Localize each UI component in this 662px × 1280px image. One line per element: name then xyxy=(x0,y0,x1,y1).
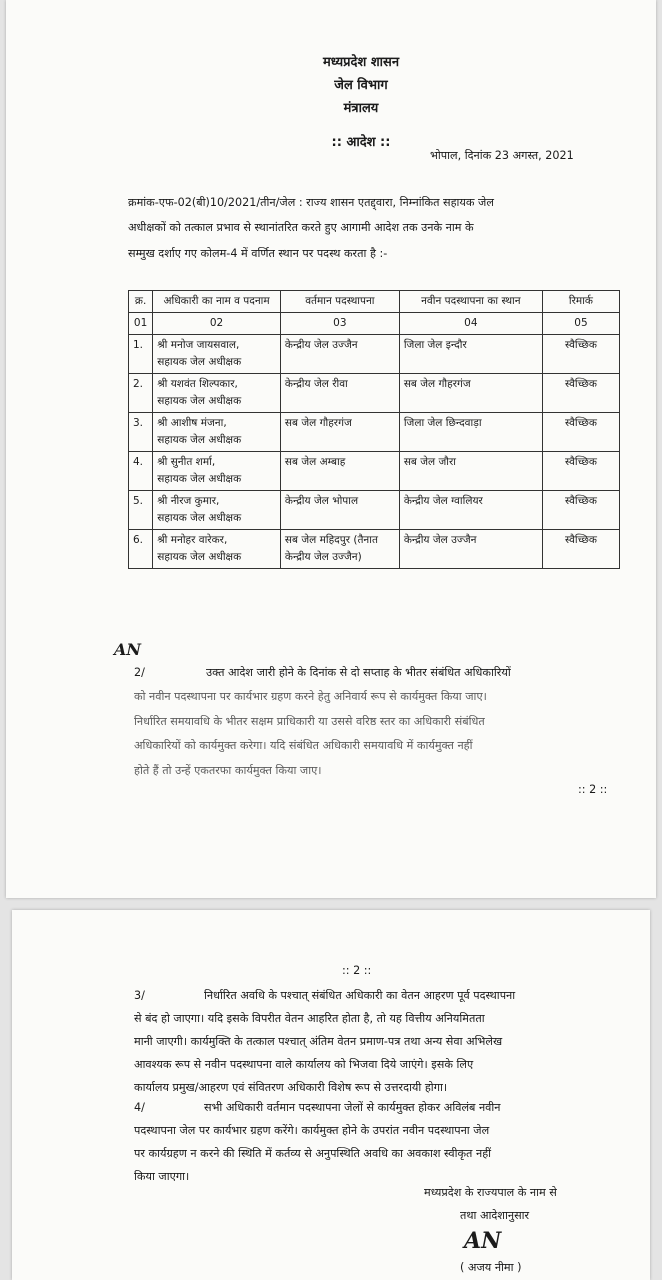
para2-line-4: अधिकारियों को कार्यमुक्त करेगा। यदि संबंधित अधिकारी समयावधि में कार्यमुक्त नहीं xyxy=(134,739,473,752)
table-row xyxy=(129,491,620,530)
para4-line-1: सभी अधिकारी वर्तमान पदस्थापना जेलों से कार्यमुक्त होकर अविलंब नवीन xyxy=(204,1101,501,1114)
row-officer xyxy=(153,452,281,491)
table-row xyxy=(129,413,620,452)
column-header-remark: रिमार्क xyxy=(542,291,619,313)
header-department: जेल विभाग xyxy=(334,78,388,93)
para2-line-3: निर्धारित समयावधि के भीतर सक्षम प्राधिकारी या उससे वरिष्ठ स्तर का अधिकारी संबंधित xyxy=(134,715,485,728)
para3-line-1: निर्धारित अवधि के पश्चात् संबंधित अधिकारी का वेतन आहरण पूर्व पदस्थापना xyxy=(204,989,516,1002)
officer-designation: सहायक जेल अधीक्षक xyxy=(157,473,242,485)
order-date: भोपाल, दिनांक 23 अगस्त, 2021 xyxy=(430,149,574,162)
row-serial: 6. xyxy=(129,530,153,569)
header-government: मध्यप्रदेश शासन xyxy=(322,55,400,70)
row-current-posting: केन्द्रीय जेल उज्जैन xyxy=(280,335,399,374)
reference-line-3: सम्मुख दर्शाए गए कोलम-4 में वर्णित स्थान पर पदस्थ करता है :- xyxy=(128,247,388,260)
row-officer xyxy=(153,413,281,452)
row-officer xyxy=(153,530,281,569)
row-remark: स्वैच्छिक xyxy=(542,413,619,452)
para4-line-4: किया जाएगा। xyxy=(134,1170,190,1183)
row-new-posting: केन्द्रीय जेल ग्वालियर xyxy=(399,491,542,530)
row-current-posting: सब जेल अम्बाह xyxy=(280,452,399,491)
table-row xyxy=(129,374,620,413)
row-remark: स्वैच्छिक xyxy=(542,530,619,569)
signatory-name: ( अजय नीमा ) xyxy=(460,1261,522,1274)
column-number: 04 xyxy=(399,313,542,335)
table-header-row xyxy=(129,291,620,313)
reference-line-2: अधीक्षकों को तत्काल प्रभाव से स्थानांतरित करते हुए आगामी आदेश तक उनके नाम के xyxy=(128,221,474,234)
row-current-posting: सब जेल महिदपुर (तैनात केन्द्रीय जेल उज्जैन) xyxy=(280,530,399,569)
row-new-posting: जिला जेल छिन्दवाड़ा xyxy=(399,413,542,452)
row-officer xyxy=(153,491,281,530)
row-new-posting: सब जेल जौरा xyxy=(399,452,542,491)
closing-line-1: मध्यप्रदेश के राज्यपाल के नाम से xyxy=(424,1186,557,1199)
row-officer xyxy=(153,335,281,374)
column-number: 01 xyxy=(129,313,153,335)
officer-designation: सहायक जेल अधीक्षक xyxy=(157,356,242,368)
officer-designation: सहायक जेल अधीक्षक xyxy=(157,395,242,407)
para3-line-4: आवश्यक रूप से नवीन पदस्थापना वाले कार्यालय को भिजवा दिये जाएंगे। इसके लिए xyxy=(134,1058,474,1071)
row-current-posting: केन्द्रीय जेल भोपाल xyxy=(280,491,399,530)
order-title: :: आदेश :: xyxy=(331,135,391,150)
transfer-table xyxy=(128,290,620,569)
para3-line-5: कार्यालय प्रमुख/आहरण एवं संवितरण अधिकारी विशेष रूप से उत्तरदायी होगा। xyxy=(134,1081,448,1094)
row-new-posting: जिला जेल इन्दौर xyxy=(399,335,542,374)
row-new-posting: सब जेल गौहरगंज xyxy=(399,374,542,413)
officer-name: श्री सुनीत शर्मा, xyxy=(157,456,216,468)
row-current-posting: केन्द्रीय जेल रीवा xyxy=(280,374,399,413)
officer-name: श्री मनोहर वारेकर, xyxy=(157,534,228,546)
para2-number: 2/ xyxy=(134,666,145,679)
para2-line-5: होते हैं तो उन्हें एकतरफा कार्यमुक्त किया जाए। xyxy=(134,764,322,777)
page-number-marker: :: 2 :: xyxy=(342,964,372,977)
row-remark: स्वैच्छिक xyxy=(542,452,619,491)
column-header-current: वर्तमान पदस्थापना xyxy=(280,291,399,313)
row-serial: 1. xyxy=(129,335,153,374)
para2-line-1: उक्त आदेश जारी होने के दिनांक से दो सप्ताह के भीतर संबंधित अधिकारियों xyxy=(206,666,511,679)
officer-designation: सहायक जेल अधीक्षक xyxy=(157,512,242,524)
para4-number: 4/ xyxy=(134,1101,145,1114)
handwritten-signature: AN xyxy=(464,1228,502,1254)
para4-line-3: पर कार्यग्रहण न करने की स्थिति में कर्तव्य से अनुपस्थिति अवधि का अवकाश स्वीकृत नहीं xyxy=(134,1147,492,1160)
para2-line-2: को नवीन पदस्थापना पर कार्यभार ग्रहण करने हेतु अनिवार्य रूप से कार्यमुक्त किया जाए। xyxy=(134,690,487,703)
row-remark: स्वैच्छिक xyxy=(542,335,619,374)
column-number: 02 xyxy=(153,313,281,335)
table-row xyxy=(129,335,620,374)
row-serial: 2. xyxy=(129,374,153,413)
para3-number: 3/ xyxy=(134,989,145,1002)
officer-name: श्री आशीष मंजना, xyxy=(157,417,227,429)
officer-name: श्री यशवंत शिल्पकार, xyxy=(157,378,238,390)
page-continuation-marker: :: 2 :: xyxy=(578,783,608,796)
column-number: 03 xyxy=(280,313,399,335)
para3-line-3: मानी जाएगी। कार्यमुक्ति के तत्काल पश्चात् अंतिम वेतन प्रमाण-पत्र तथा अन्य सेवा अभिलेख xyxy=(134,1035,503,1048)
initials-mark: AN xyxy=(114,640,142,659)
row-serial: 5. xyxy=(129,491,153,530)
document-page-1 xyxy=(6,0,656,898)
column-header-name: अधिकारी का नाम व पदनाम xyxy=(153,291,281,313)
header-ministry: मंत्रालय xyxy=(343,101,379,116)
row-new-posting: केन्द्रीय जेल उज्जैन xyxy=(399,530,542,569)
officer-name: श्री नीरज कुमार, xyxy=(157,495,220,507)
table-row xyxy=(129,452,620,491)
row-remark: स्वैच्छिक xyxy=(542,491,619,530)
closing-line-2: तथा आदेशानुसार xyxy=(460,1209,530,1222)
column-header-sr: क्र. xyxy=(129,291,153,313)
para3-line-2: से बंद हो जाएगा। यदि इसके विपरीत वेतन आहरित होता है, तो यह वित्तीय अनियमितता xyxy=(134,1012,485,1025)
row-remark: स्वैच्छिक xyxy=(542,374,619,413)
para4-line-2: पदस्थापना जेल पर कार्यभार ग्रहण करेंगे। कार्यमुक्त होने के उपरांत नवीन पदस्थापना जेल xyxy=(134,1124,490,1137)
row-serial: 4. xyxy=(129,452,153,491)
officer-designation: सहायक जेल अधीक्षक xyxy=(157,551,242,563)
reference-line-1: क्रमांक-एफ-02(बी)10/2021/तीन/जेल : राज्य शासन एतद्द्वारा, निम्नांकित सहायक जेल xyxy=(128,196,494,209)
officer-designation: सहायक जेल अधीक्षक xyxy=(157,434,242,446)
column-header-new: नवीन पदस्थापना का स्थान xyxy=(399,291,542,313)
document-page-2 xyxy=(12,910,650,1280)
table-number-row xyxy=(129,313,620,335)
officer-name: श्री मनोज जायसवाल, xyxy=(157,339,240,351)
row-current-posting: सब जेल गौहरगंज xyxy=(280,413,399,452)
table-row xyxy=(129,530,620,569)
row-officer xyxy=(153,374,281,413)
column-number: 05 xyxy=(542,313,619,335)
row-serial: 3. xyxy=(129,413,153,452)
